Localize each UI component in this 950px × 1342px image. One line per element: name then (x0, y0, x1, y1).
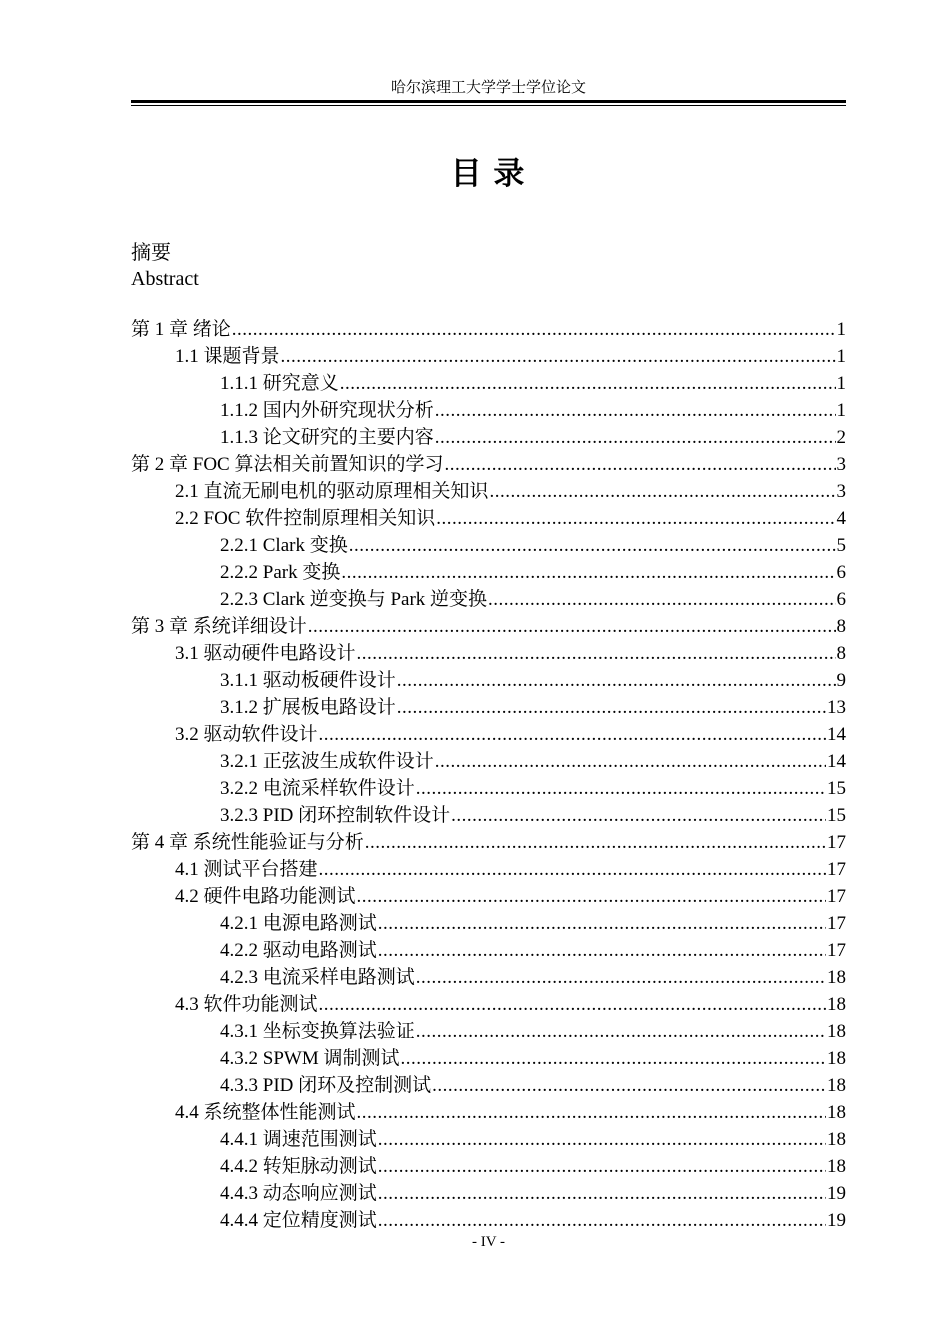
toc-leader-dots (435, 424, 836, 451)
toc-entry-page: 15 (827, 778, 846, 799)
running-header: 哈尔滨理工大学学士学位论文 (390, 80, 586, 96)
toc-entry-label: 4.4.3 动态响应测试 (220, 1183, 377, 1204)
toc-entry[interactable] (131, 586, 846, 613)
toc-entry-label: 第 3 章 系统详细设计 (131, 616, 307, 637)
toc-entry-page: 1 (836, 346, 846, 367)
toc-entry-page: 15 (827, 805, 846, 826)
toc-entry[interactable] (131, 1072, 846, 1099)
toc-leader-dots (444, 451, 835, 478)
toc-leader-dots (281, 343, 836, 370)
toc-leader-dots (378, 1180, 826, 1207)
toc-entry[interactable] (131, 1153, 846, 1180)
toc-entry-page: 18 (827, 1021, 846, 1042)
toc-entry-page: 6 (836, 589, 846, 610)
toc-entry[interactable] (131, 802, 846, 829)
toc-entry[interactable] (131, 559, 846, 586)
toc-entry[interactable] (131, 1126, 846, 1153)
toc-entry[interactable] (131, 775, 846, 802)
toc-entry-label: 3.2.2 电流采样软件设计 (220, 778, 415, 799)
toc-leader-dots (365, 829, 826, 856)
toc-leader-dots (319, 991, 826, 1018)
toc-entry-label: 1.1.3 论文研究的主要内容 (220, 427, 434, 448)
toc-entry-page: 1 (836, 319, 846, 340)
toc-entry[interactable] (131, 883, 846, 910)
toc-leader-dots (378, 937, 826, 964)
toc-leader-dots (397, 667, 836, 694)
toc-leader-dots (349, 532, 836, 559)
toc-entry-page: 1 (836, 373, 846, 394)
toc-leader-dots (378, 910, 826, 937)
toc-entry-label: 1.1 课题背景 (175, 346, 280, 367)
toc-entry-label: 3.1 驱动硬件电路设计 (175, 643, 356, 664)
toc-entry-label: 4.3.1 坐标变换算法验证 (220, 1021, 415, 1042)
toc-entry-page: 17 (827, 832, 846, 853)
toc-entry-label: 4.3.3 PID 闭环及控制测试 (220, 1075, 432, 1096)
toc-leader-dots (488, 586, 835, 613)
toc-entry-label: 2.1 直流无刷电机的驱动原理相关知识 (175, 481, 489, 502)
toc-entry[interactable] (131, 1207, 846, 1234)
toc-entry[interactable] (131, 640, 846, 667)
toc-leader-dots (232, 316, 836, 343)
toc-leader-dots (357, 883, 826, 910)
toc-leader-dots (435, 748, 826, 775)
toc-entry[interactable] (131, 343, 846, 370)
toc-entry[interactable] (131, 316, 846, 343)
toc-entry-page: 18 (827, 1048, 846, 1069)
toc-leader-dots (432, 1072, 826, 1099)
toc-entry[interactable] (131, 478, 846, 505)
toc-entry-page: 9 (836, 670, 846, 691)
toc-leader-dots (319, 721, 826, 748)
toc-entry-label: 2.2.1 Clark 变换 (220, 535, 348, 556)
toc-leader-dots (416, 964, 826, 991)
toc-leader-dots (341, 559, 835, 586)
toc-entry-page: 17 (827, 940, 846, 961)
toc-entry-label: 4.1 测试平台搭建 (175, 859, 318, 880)
front-matter (131, 240, 199, 292)
toc-entry-label: 4.4 系统整体性能测试 (175, 1102, 356, 1123)
header-rule-thin (131, 105, 846, 106)
toc-entry-label: 3.2.3 PID 闭环控制软件设计 (220, 805, 451, 826)
toc-entry-page: 17 (827, 859, 846, 880)
toc-entry-page: 1 (836, 400, 846, 421)
toc-leader-dots (340, 370, 836, 397)
toc-entry-label: 4.3.2 SPWM 调制测试 (220, 1048, 400, 1069)
toc-entry-label: 2.2 FOC 软件控制原理相关知识 (175, 508, 436, 529)
toc-entry[interactable] (131, 991, 846, 1018)
toc-entry[interactable] (131, 451, 846, 478)
front-matter-abstract-en[interactable]: Abstract (131, 268, 199, 290)
toc-entry-page: 18 (827, 994, 846, 1015)
toc-entry[interactable] (131, 1045, 846, 1072)
toc-leader-dots (378, 1153, 826, 1180)
toc-entry[interactable] (131, 397, 846, 424)
toc-entry[interactable] (131, 505, 846, 532)
toc-entry-page: 4 (836, 508, 846, 529)
toc-leader-dots (451, 802, 826, 829)
toc-entry[interactable] (131, 613, 846, 640)
toc-entry[interactable] (131, 370, 846, 397)
toc-leader-dots (319, 856, 826, 883)
front-matter-abstract-cn[interactable]: 摘要 (131, 242, 171, 264)
toc-leader-dots (378, 1207, 826, 1234)
toc-entry-label: 4.2.3 电流采样电路测试 (220, 967, 415, 988)
toc-leader-dots (308, 613, 836, 640)
toc-entry-label: 4.2 硬件电路功能测试 (175, 886, 356, 907)
toc-entry-page: 18 (827, 967, 846, 988)
toc-entry-label: 4.4.4 定位精度测试 (220, 1210, 377, 1231)
toc-entry-label: 3.2 驱动软件设计 (175, 724, 318, 745)
toc-leader-dots (436, 505, 835, 532)
toc-entry-page: 14 (827, 751, 846, 772)
toc-leader-dots (416, 1018, 826, 1045)
toc-entry-label: 2.2.3 Clark 逆变换与 Park 逆变换 (220, 589, 488, 610)
toc-entry-label: 4.4.2 转矩脉动测试 (220, 1156, 377, 1177)
toc-entry-page: 19 (827, 1210, 846, 1231)
toc-entry-page: 17 (827, 913, 846, 934)
toc-entry[interactable] (131, 1018, 846, 1045)
toc-entry-label: 4.2.1 电源电路测试 (220, 913, 377, 934)
toc-entry-page: 19 (827, 1183, 846, 1204)
toc-entry-label: 3.1.2 扩展板电路设计 (220, 697, 396, 718)
toc-entry[interactable] (131, 829, 846, 856)
toc-entry-page: 6 (836, 562, 846, 583)
toc-leader-dots (357, 640, 836, 667)
toc-entry[interactable] (131, 532, 846, 559)
toc-entry-page: 14 (827, 724, 846, 745)
table-of-contents (131, 316, 846, 1234)
toc-entry-label: 3.1.1 驱动板硬件设计 (220, 670, 396, 691)
toc-entry-page: 18 (827, 1129, 846, 1150)
toc-entry[interactable] (131, 964, 846, 991)
toc-entry[interactable] (131, 937, 846, 964)
toc-entry[interactable] (131, 748, 846, 775)
toc-leader-dots (397, 694, 826, 721)
toc-entry-label: 第 2 章 FOC 算法相关前置知识的学习 (131, 454, 444, 475)
toc-entry[interactable] (131, 667, 846, 694)
toc-entry-page: 18 (827, 1075, 846, 1096)
toc-entry-page: 3 (836, 481, 846, 502)
page-number: - IV - (471, 1234, 506, 1250)
toc-entry-label: 2.2.2 Park 变换 (220, 562, 341, 583)
toc-entry-page: 3 (836, 454, 846, 475)
toc-entry-label: 1.1.1 研究意义 (220, 373, 339, 394)
toc-leader-dots (435, 397, 836, 424)
toc-entry-label: 4.2.2 驱动电路测试 (220, 940, 377, 961)
toc-entry[interactable] (131, 424, 846, 451)
toc-entry-page: 17 (827, 886, 846, 907)
toc-entry[interactable] (131, 856, 846, 883)
toc-entry-label: 1.1.2 国内外研究现状分析 (220, 400, 434, 421)
toc-leader-dots (378, 1126, 826, 1153)
toc-entry-page: 8 (836, 643, 846, 664)
toc-entry-page: 5 (836, 535, 846, 556)
toc-entry[interactable] (131, 721, 846, 748)
toc-entry-label: 3.2.1 正弦波生成软件设计 (220, 751, 434, 772)
toc-entry[interactable] (131, 694, 846, 721)
toc-entry-label: 第 4 章 系统性能验证与分析 (131, 832, 364, 853)
toc-leader-dots (357, 1099, 826, 1126)
toc-entry-page: 18 (827, 1102, 846, 1123)
toc-entry-label: 第 1 章 绪论 (131, 319, 231, 340)
toc-leader-dots (416, 775, 826, 802)
toc-entry[interactable] (131, 1180, 846, 1207)
toc-entry[interactable] (131, 910, 846, 937)
toc-entry-label: 4.4.1 调速范围测试 (220, 1129, 377, 1150)
toc-entry-page: 8 (836, 616, 846, 637)
toc-entry-label: 4.3 软件功能测试 (175, 994, 318, 1015)
page-title: 目 录 (450, 156, 527, 191)
toc-entry-page: 18 (827, 1156, 846, 1177)
toc-entry-page: 2 (836, 427, 846, 448)
toc-entry-page: 13 (827, 697, 846, 718)
toc-entry[interactable] (131, 1099, 846, 1126)
toc-leader-dots (400, 1045, 826, 1072)
toc-leader-dots (490, 478, 836, 505)
header-rule-thick (131, 100, 846, 103)
